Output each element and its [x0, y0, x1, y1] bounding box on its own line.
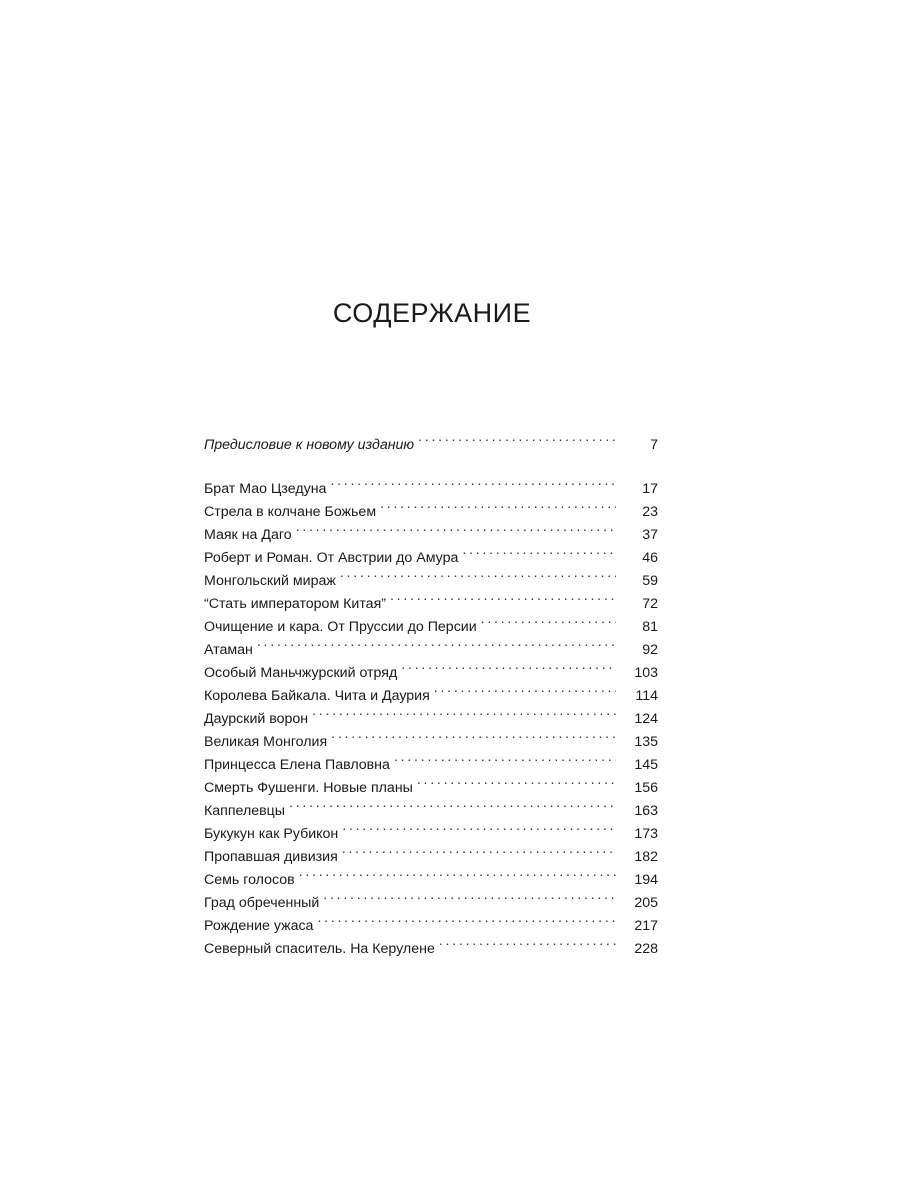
dot-leader — [380, 493, 616, 516]
toc-entry-label: Букукун как Рубикон — [204, 826, 339, 842]
toc-entry-page: 37 — [642, 527, 658, 543]
toc-entry-label: Пропавшая дивизия — [204, 849, 338, 865]
toc-entry-page: 124 — [634, 711, 658, 727]
toc-entry-page: 205 — [634, 895, 658, 911]
toc-entry-label: Брат Мао Цзедуна — [204, 481, 327, 497]
toc-entry-page: 194 — [634, 872, 658, 888]
dot-leader — [312, 700, 616, 723]
toc-entry-page: 81 — [642, 619, 658, 635]
dot-leader — [417, 769, 616, 792]
toc-entry-page: 103 — [634, 665, 658, 681]
toc-entry-label: Атаман — [204, 642, 253, 658]
toc-entry — [204, 654, 658, 681]
toc-entry-page: 156 — [634, 780, 658, 796]
toc-entry-page: 7 — [650, 437, 658, 453]
toc-entry-page: 59 — [642, 573, 658, 589]
toc-entry-page: 217 — [634, 918, 658, 934]
dot-leader — [330, 470, 616, 493]
table-of-contents — [204, 426, 658, 957]
toc-entry-label: Принцесса Елена Павловна — [204, 757, 390, 773]
toc-entry-label: Предисловие к новому изданию — [204, 437, 415, 453]
toc-entry-page: 72 — [642, 596, 658, 612]
toc-entry — [204, 631, 658, 658]
toc-entry-label: Северный спаситель. На Керулене — [204, 941, 435, 957]
toc-entry-page: 228 — [634, 941, 658, 957]
toc-entry-label: Смерть Фушенги. Новые планы — [204, 780, 413, 796]
toc-entry-label: “Стать императором Китая” — [204, 596, 386, 612]
dot-leader — [299, 861, 616, 884]
toc-entry-page: 163 — [634, 803, 658, 819]
toc-entry-page: 114 — [635, 688, 658, 704]
dot-leader — [342, 838, 616, 861]
toc-entry-page: 92 — [642, 642, 658, 658]
toc-entry-label: Каппелевцы — [204, 803, 285, 819]
toc-entry-label: Стрела в колчане Божьем — [204, 504, 377, 520]
toc-entry-page: 145 — [634, 757, 658, 773]
dot-leader — [394, 746, 616, 769]
toc-entry-label: Королева Байкала. Чита и Даурия — [204, 688, 430, 704]
dot-leader — [317, 907, 616, 930]
toc-entry-label: Роберт и Роман. От Австрии до Амура — [204, 550, 459, 566]
toc-entry-label: Семь голосов — [204, 872, 295, 888]
dot-leader — [462, 539, 616, 562]
dot-leader — [257, 631, 616, 654]
dot-leader — [418, 426, 616, 449]
toc-entry — [204, 470, 658, 497]
dot-leader — [342, 815, 616, 838]
dot-leader — [296, 516, 616, 539]
dot-leader — [340, 562, 616, 585]
toc-entry-label: Даурский ворон — [204, 711, 309, 727]
toc-entry-label: Рождение ужаса — [204, 918, 314, 934]
dot-leader — [331, 723, 616, 746]
toc-entry-label: Великая Монголия — [204, 734, 328, 750]
toc-entry-page: 46 — [642, 550, 658, 566]
page-title: СОДЕРЖАНИЕ — [332, 298, 532, 328]
dot-leader — [439, 930, 616, 953]
toc-entry-page: 23 — [642, 504, 658, 520]
toc-entry-label: Град обреченный — [204, 895, 320, 911]
dot-leader — [481, 608, 616, 631]
toc-entry-label: Очищение и кара. От Пруссии до Персии — [204, 619, 477, 635]
dot-leader — [289, 792, 616, 815]
dot-leader — [434, 677, 616, 700]
toc-entry-page: 182 — [634, 849, 658, 865]
toc-entry-label: Особый Маньчжурский отряд — [204, 665, 398, 681]
toc-entry-label: Монгольский мираж — [204, 573, 336, 589]
toc-entry-label: Маяк на Даго — [204, 527, 292, 543]
dot-leader — [323, 884, 616, 907]
toc-entry-preface — [204, 426, 658, 453]
toc-entry-page: 173 — [634, 826, 658, 842]
dot-leader — [401, 654, 616, 677]
toc-entry-page: 135 — [634, 734, 658, 750]
dot-leader — [390, 585, 616, 608]
toc-entry-page: 17 — [642, 481, 658, 497]
